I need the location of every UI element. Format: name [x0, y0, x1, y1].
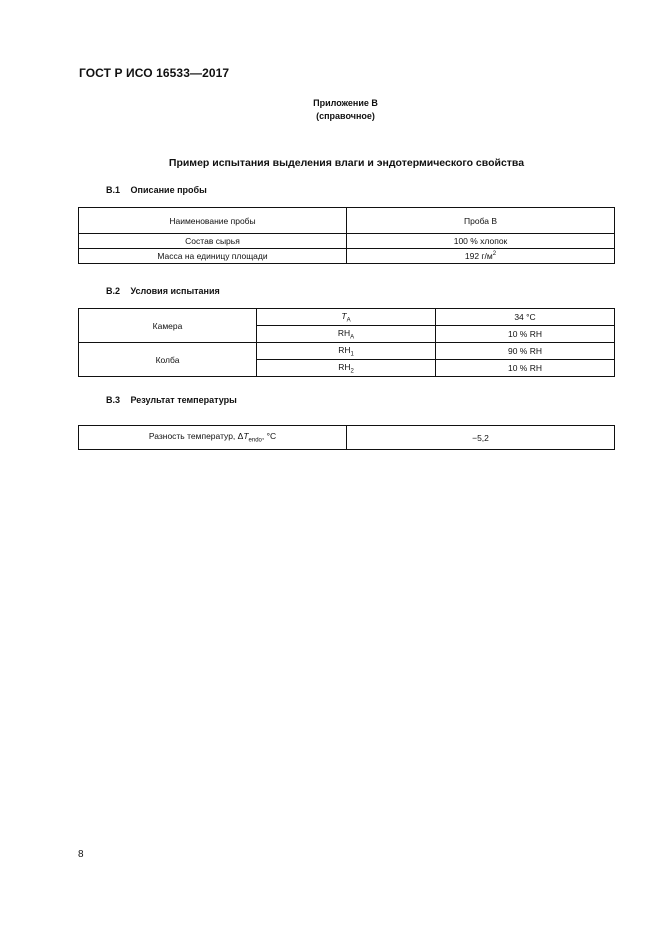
test-conditions-table [78, 308, 615, 377]
table-cell-value: 100 % хлопок [347, 234, 615, 249]
param-cell: $RH_A$ [257, 326, 436, 343]
result-label: Разность температур, $\Delta T_{endo}$, °C [79, 426, 347, 450]
param-cell: $RH_2$ [257, 360, 436, 377]
temperature-result-table [78, 425, 615, 450]
table-cell-label: Состав сырья [79, 234, 347, 249]
table-cell-label: Наименование пробы [79, 208, 347, 234]
section-number: В.1 [106, 185, 121, 195]
section-title: Условия испытания [130, 286, 220, 296]
table-cell-label: Масса на единицу площади [79, 249, 347, 264]
section-number: В.3 [106, 395, 121, 405]
table-cell-value: Проба В [347, 208, 615, 234]
section-title: Описание пробы [130, 185, 207, 195]
sample-description-table [78, 207, 615, 264]
table-row [79, 234, 615, 249]
result-value: −5,2 [347, 426, 615, 450]
value-cell: 10 % RH [436, 360, 615, 377]
table-cell-value [347, 249, 615, 264]
table-row [79, 208, 615, 234]
param-cell: $RH_1$ [257, 343, 436, 360]
page-number: 8 [78, 849, 84, 860]
param-cell: $T_A$ [257, 309, 436, 326]
table-row [79, 343, 615, 360]
document-title: Пример испытания выделения влаги и эндотермического свойства [168, 157, 525, 169]
mass-value: 192 г/м [464, 251, 493, 261]
value-cell: 10 % RH [436, 326, 615, 343]
annex-title: Приложение В [313, 98, 378, 108]
table-row [79, 249, 615, 264]
chamber-label: Камера [79, 309, 257, 343]
standard-header: ГОСТ Р ИСО 16533—2017 [79, 66, 230, 80]
section-b1-heading [106, 185, 207, 195]
table-row [79, 426, 615, 450]
flask-label: Колба [79, 343, 257, 377]
section-b2-heading [106, 286, 220, 296]
value-cell: 90 % RH [436, 343, 615, 360]
section-b3-heading [106, 395, 237, 405]
mass-unit-exponent: 2 [492, 251, 497, 258]
section-number: В.2 [106, 286, 121, 296]
annex-subtitle: (справочное) [316, 111, 375, 121]
table-row [79, 309, 615, 326]
value-cell: 34 °C [436, 309, 615, 326]
section-title: Результат температуры [130, 395, 237, 405]
